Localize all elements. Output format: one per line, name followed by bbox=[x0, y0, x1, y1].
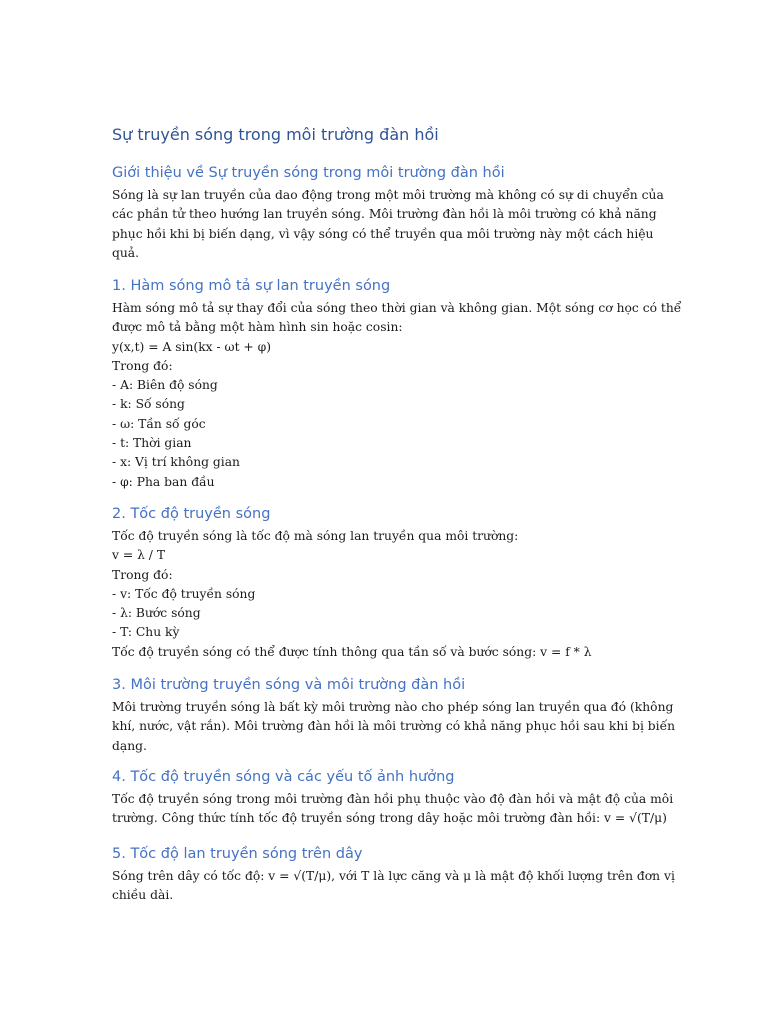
paragraph-line: chiều dài. bbox=[112, 888, 174, 903]
section-heading: 5. Tốc độ lan truyền sóng trên dây bbox=[112, 846, 363, 862]
section-heading: 4. Tốc độ truyền sóng và các yếu tố ảnh hưởng bbox=[112, 769, 455, 785]
section-heading: 3. Môi trường truyền sóng và môi trường đàn hồi bbox=[112, 677, 466, 693]
list-item: - A: Biên độ sóng bbox=[112, 378, 218, 393]
paragraph-line: Hàm sóng mô tả sự thay đổi của sóng theo thời gian và không gian. Một sóng cơ học có thể bbox=[112, 301, 682, 315]
section-medium bbox=[112, 675, 676, 756]
document-title: Sự truyền sóng trong môi trường đàn hồi bbox=[112, 125, 439, 144]
list-item: - t: Thời gian bbox=[112, 436, 192, 451]
paragraph-line: các phần tử theo hướng lan truyền sóng. Môi trường đàn hồi là môi trường có khả năng bbox=[112, 207, 657, 222]
paragraph-line: phục hồi khi bị biến dạng, vì vậy sóng có thể truyền qua môi trường này một cách hiệu bbox=[112, 226, 654, 241]
section-introduction bbox=[112, 163, 664, 263]
paragraph-line: trường. Công thức tính tốc độ truyền sóng trong dây hoặc môi trường đàn hồi: v = √(T/μ) bbox=[112, 811, 667, 826]
section-body bbox=[112, 527, 660, 662]
list-item: - ω: Tần số góc bbox=[112, 416, 206, 431]
paragraph-line: được mô tả bằng một hàm hình sin hoặc cosin: bbox=[112, 320, 403, 335]
section-heading: 1. Hàm sóng mô tả sự lan truyền sóng bbox=[112, 278, 391, 294]
paragraph-line: Trong đó: bbox=[112, 567, 173, 582]
list-item: - λ: Bước sóng bbox=[112, 606, 201, 621]
list-item: - v: Tốc độ truyền sóng bbox=[112, 586, 256, 601]
paragraph-line: quả. bbox=[112, 245, 140, 260]
section-wave-speed bbox=[112, 504, 660, 662]
formula-line: v = λ / T bbox=[112, 548, 166, 563]
list-item: - φ: Pha ban đầu bbox=[112, 474, 215, 489]
section-body bbox=[112, 698, 676, 756]
paragraph-line: Sóng trên dây có tốc độ: v = √(T/μ), với T là lực căng và μ là mật độ khối lượng trên đơn vị bbox=[112, 869, 675, 883]
list-item: - T: Chu kỳ bbox=[112, 625, 180, 640]
section-heading: 2. Tốc độ truyền sóng bbox=[112, 506, 271, 522]
section-heading: Giới thiệu về Sự truyền sóng trong môi trường đàn hồi bbox=[112, 165, 505, 181]
section-speed-factors bbox=[112, 767, 674, 829]
section-body bbox=[112, 299, 682, 492]
paragraph-line: Tốc độ truyền sóng có thể được tính thông qua tần số và bước sóng: v = f * λ bbox=[112, 644, 592, 659]
paragraph-line: Sóng là sự lan truyền của dao động trong một môi trường mà không có sự di chuyển của bbox=[112, 188, 664, 202]
section-body bbox=[112, 186, 664, 263]
section-string-speed bbox=[112, 844, 675, 906]
section-wave-function bbox=[112, 276, 682, 492]
list-item: - k: Số sóng bbox=[112, 397, 185, 412]
paragraph-line: Môi trường truyền sóng là bất kỳ môi trường nào cho phép sóng lan truyền qua đó (không bbox=[112, 700, 674, 714]
section-body bbox=[112, 790, 674, 829]
formula-line: y(x,t) = A sin(kx - ωt + φ) bbox=[112, 339, 272, 354]
paragraph-line: Trong đó: bbox=[112, 358, 173, 373]
paragraph-line: dạng. bbox=[112, 738, 147, 753]
paragraph-line: khí, nước, vật rắn). Môi trường đàn hồi là môi trường có khả năng phục hồi sau khi bị biến bbox=[112, 719, 676, 734]
paragraph-line: Tốc độ truyền sóng trong môi trường đàn hồi phụ thuộc vào độ đàn hồi và mật độ của môi bbox=[112, 792, 674, 806]
section-body bbox=[112, 867, 675, 906]
list-item: - x: Vị trí không gian bbox=[112, 455, 240, 470]
paragraph-line: Tốc độ truyền sóng là tốc độ mà sóng lan truyền qua môi trường: bbox=[112, 529, 519, 543]
